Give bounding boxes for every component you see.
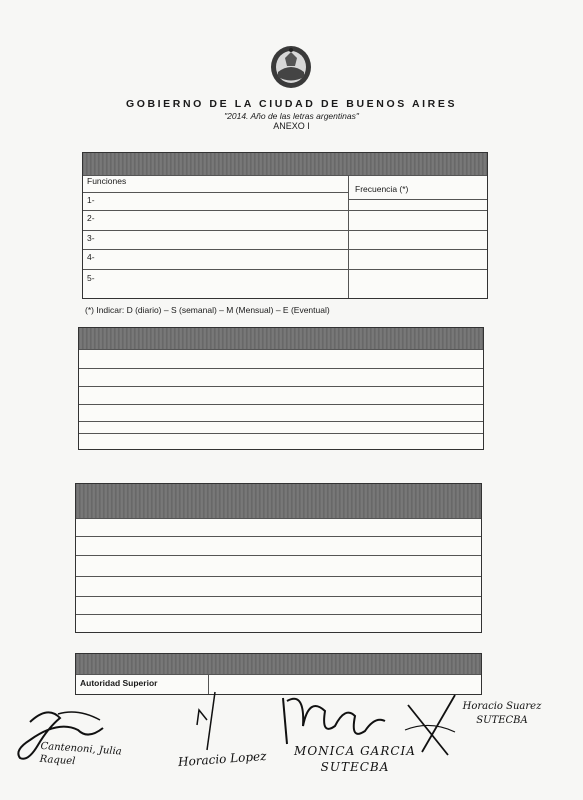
- page-title: GOBIERNO DE LA CIUDAD DE BUENOS AIRES: [125, 98, 458, 110]
- function-row-5: 5-: [87, 273, 95, 283]
- functions-column-header: Funciones: [87, 176, 127, 186]
- function-row-1: 1-: [87, 195, 95, 205]
- function-row-4: 4-: [87, 252, 95, 262]
- page-subtitle: "2014. Año de las letras argentinas": [224, 111, 359, 121]
- city-seal-icon: [268, 44, 314, 90]
- profile-section-header: [76, 484, 481, 518]
- authority-section-header: [76, 654, 481, 674]
- function-row-2: 2-: [87, 213, 95, 223]
- signature-3-name: MONICA GARCIA SUTECBA: [294, 744, 416, 774]
- signature-2-name: Horacio Lopez: [177, 748, 267, 770]
- functions-section: [82, 152, 488, 299]
- signature-1-name: Cantenoni, Julia Raquel: [39, 740, 123, 768]
- authority-label: Autoridad Superior: [80, 678, 158, 688]
- profile-section: [75, 483, 482, 633]
- annex-label: ANEXO I: [273, 121, 310, 131]
- signature-4-name: Horacio Suarez SUTECBA: [462, 701, 542, 726]
- academic-section: [78, 327, 484, 450]
- signature-3: [275, 686, 395, 751]
- academic-section-header: [79, 328, 483, 349]
- frequency-note: (*) Indicar: D (diario) – S (semanal) – M (Mensual) – E (Eventual): [85, 305, 330, 315]
- functions-section-header: [83, 153, 487, 175]
- frequency-column-header: Frecuencia (*): [355, 184, 409, 194]
- function-row-3: 3-: [87, 233, 95, 243]
